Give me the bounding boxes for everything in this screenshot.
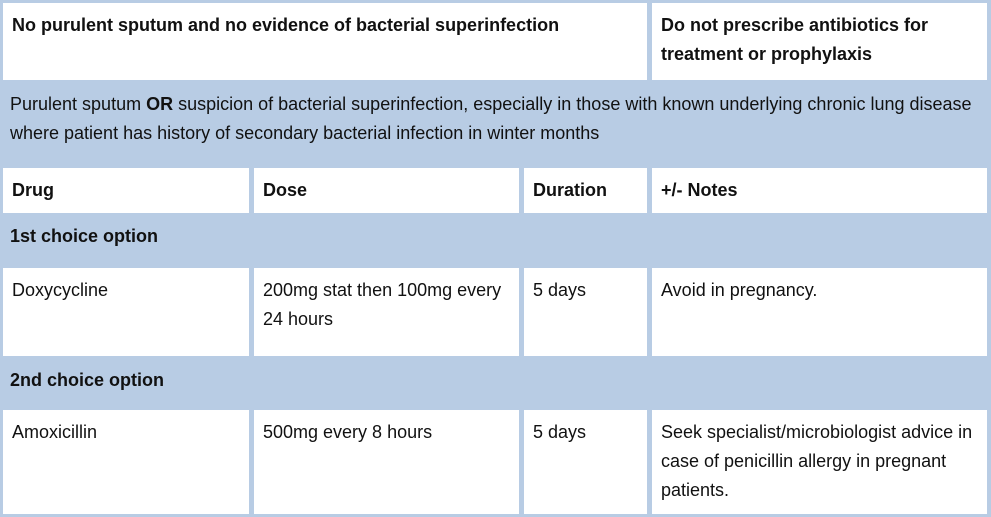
first-choice-dose-cell [254, 268, 519, 356]
header-dose [254, 168, 519, 213]
header-drug [3, 168, 249, 213]
no-antibiotics-action-cell [652, 3, 987, 80]
first-choice-drug-cell [3, 268, 249, 356]
header-dose-label: Dose [263, 180, 308, 200]
header-drug-label: Drug [12, 180, 54, 200]
no-antibiotics-action-text: Do not prescribe antibiotics for treatment or prophylaxis [661, 15, 929, 64]
first-choice-drug: Doxycycline [12, 280, 109, 300]
header-duration-label: Duration [533, 180, 607, 200]
first-choice-dose: 200mg stat then 100mg every 24 hours [263, 280, 502, 329]
second-choice-dose: 500mg every 8 hours [263, 422, 433, 442]
second-choice-drug-cell [3, 410, 249, 514]
first-choice-band [0, 215, 991, 265]
purulent-text-rest: suspicion of bacterial superinfection, especially in those with known underlying chronic lung disease where patient has history of secondary bacterial infection in winter months [10, 94, 972, 143]
purulent-condition-band [0, 83, 991, 163]
first-choice-label: 1st choice option [10, 226, 159, 246]
second-choice-drug: Amoxicillin [12, 422, 98, 442]
purulent-text-or: OR [146, 94, 174, 114]
no-purulent-condition-cell [3, 3, 647, 80]
header-duration [524, 168, 647, 213]
first-choice-duration: 5 days [533, 280, 587, 300]
second-choice-duration-cell [524, 410, 647, 514]
second-choice-notes: Seek specialist/microbiologist advice in case of penicillin allergy in pregnant patients. [661, 422, 973, 500]
first-choice-duration-cell [524, 268, 647, 356]
second-choice-dose-cell [254, 410, 519, 514]
no-purulent-condition-text: No purulent sputum and no evidence of bacterial superinfection [12, 15, 560, 35]
first-choice-notes: Avoid in pregnancy. [661, 280, 818, 300]
header-notes [652, 168, 987, 213]
header-notes-label: +/- Notes [661, 180, 738, 200]
second-choice-band [0, 359, 991, 407]
second-choice-duration: 5 days [533, 422, 587, 442]
purulent-text-start: Purulent sputum [10, 94, 147, 114]
second-choice-notes-cell [652, 410, 987, 514]
second-choice-label: 2nd choice option [10, 370, 165, 390]
first-choice-notes-cell [652, 268, 987, 356]
